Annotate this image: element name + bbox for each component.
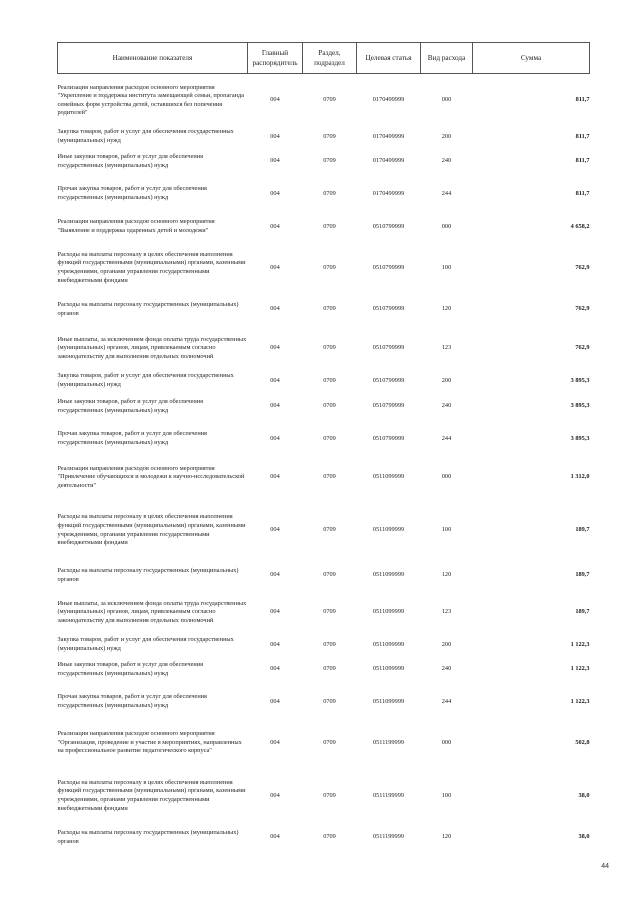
table-row — [58, 243, 590, 294]
row-expense-cell: 200 — [441, 640, 452, 648]
row-manager-cell: 004 — [270, 571, 280, 579]
row-target-cell: 0510799999 — [372, 263, 405, 271]
table-row — [58, 562, 590, 590]
row-amount-cell: 189,7 — [575, 526, 590, 534]
row-section-cell: 0709 — [323, 571, 336, 579]
table-row — [58, 767, 590, 826]
row-amount-cell: 811,7 — [575, 132, 590, 140]
row-expense-cell: 120 — [441, 305, 452, 313]
row-target-cell: 0511099999 — [372, 640, 405, 648]
row-amount-cell: 762,9 — [575, 344, 590, 352]
row-section-cell: 0709 — [323, 157, 336, 165]
row-manager-cell: 004 — [270, 402, 280, 410]
row-target-cell: 0511199999 — [372, 738, 405, 746]
row-amount-cell: 1 122,3 — [570, 640, 590, 648]
table-row — [58, 423, 590, 456]
row-section-cell: 0709 — [323, 791, 336, 799]
table-row — [58, 456, 590, 500]
row-expense-cell: 200 — [441, 132, 452, 140]
row-section-cell: 0709 — [323, 132, 336, 140]
row-name-cell: Расходы на выплаты персоналу в целях обеспечения выполнения функций государственными (муниципальными) органами, казенными учреждениями, органами управления государственными внебюджетными фондами — [57, 250, 246, 284]
table-row — [58, 590, 590, 636]
row-expense-cell: 244 — [441, 189, 452, 197]
row-section-cell: 0709 — [323, 608, 336, 616]
row-section-cell: 0709 — [323, 697, 336, 705]
row-amount-cell: 3 895,3 — [570, 376, 590, 384]
header-target: Целевая статья — [357, 43, 421, 74]
row-name-cell: Иные выплаты, за исключением фонда оплаты труда государственных (муниципальных) органов, лицам, привлекаемым согласно законодательству для выполнения отдельных полномочий — [57, 335, 247, 360]
row-manager-cell: 004 — [270, 833, 280, 841]
header-manager: Главный распорядитель — [248, 43, 303, 74]
row-expense-cell: 123 — [441, 344, 452, 352]
row-expense-cell: 000 — [441, 473, 452, 481]
row-expense-cell: 000 — [441, 96, 452, 104]
row-section-cell: 0709 — [323, 344, 336, 352]
row-section-cell: 0709 — [323, 222, 336, 230]
row-target-cell: 0510799999 — [372, 344, 405, 352]
row-section-cell: 0709 — [323, 189, 336, 197]
row-expense-cell: 000 — [441, 738, 452, 746]
page-number: 44 — [601, 863, 609, 870]
row-section-cell: 0709 — [323, 96, 336, 104]
table-row — [58, 326, 590, 372]
row-manager-cell: 004 — [270, 697, 280, 705]
row-manager-cell: 004 — [270, 263, 280, 271]
row-name-cell: Закупка товаров, работ и услуг для обеспечения государственных (муниципальных) нужд — [57, 372, 234, 388]
row-name-cell: Реализация направления расходов основного мероприятия "Выявление и поддержка одаренных детей и молодежи" — [57, 218, 215, 234]
row-amount-cell: 3 895,3 — [570, 402, 590, 410]
table-row — [58, 720, 590, 767]
row-amount-cell: 811,7 — [575, 157, 590, 165]
row-name-cell: Иные закупки товаров, работ и услуг для обеспечения государственных (муниципальных) нужд — [57, 152, 204, 169]
table-row — [58, 391, 590, 423]
header-expense: Вид расхода — [421, 43, 473, 74]
row-expense-cell: 100 — [441, 791, 452, 799]
row-amount-cell: 38,0 — [578, 833, 590, 841]
row-target-cell: 0170499999 — [372, 189, 405, 197]
row-name-cell: Закупка товаров, работ и услуг для обеспечения государственных (муниципальных) нужд — [57, 636, 234, 652]
row-expense-cell: 100 — [441, 263, 452, 271]
row-amount-cell: 502,8 — [575, 738, 590, 746]
row-section-cell: 0709 — [323, 738, 336, 746]
table-row — [58, 826, 590, 850]
row-target-cell: 0511099999 — [372, 526, 405, 534]
row-manager-cell: 004 — [270, 640, 280, 648]
row-expense-cell: 100 — [441, 526, 452, 534]
table-row — [58, 655, 590, 685]
row-manager-cell: 004 — [270, 189, 280, 197]
row-manager-cell: 004 — [270, 96, 280, 104]
row-amount-cell: 811,7 — [575, 96, 590, 104]
table-row — [58, 294, 590, 326]
row-section-cell: 0709 — [323, 833, 336, 841]
row-manager-cell: 004 — [270, 344, 280, 352]
row-section-cell: 0709 — [323, 434, 336, 442]
row-name-cell: Расходы на выплаты персоналу государственных (муниципальных) органов — [57, 828, 239, 845]
row-amount-cell: 189,7 — [575, 571, 590, 579]
table-row — [58, 372, 590, 391]
row-name-cell: Закупка товаров, работ и услуг для обеспечения государственных (муниципальных) нужд — [57, 128, 234, 144]
row-amount-cell: 811,7 — [575, 189, 590, 197]
row-target-cell: 0511199999 — [372, 791, 405, 799]
row-expense-cell: 244 — [441, 697, 452, 705]
row-name-cell: Реализация направления расходов основного мероприятия "Укрепление и поддержка института замещающей семьи, пропаганда семейных форм устройства детей, оставшихся без попечения родителей" — [57, 83, 244, 117]
row-name-cell: Реализация направления расходов основного мероприятия "Привлечение обучающихся и молодежи к научно-исследовательской деятельности" — [57, 464, 245, 489]
row-manager-cell: 004 — [270, 791, 280, 799]
row-expense-cell: 200 — [441, 376, 452, 384]
row-amount-cell: 3 895,3 — [570, 434, 590, 442]
row-amount-cell: 762,9 — [575, 305, 590, 313]
row-section-cell: 0709 — [323, 473, 336, 481]
table-row — [58, 500, 590, 562]
row-amount-cell: 1 312,0 — [570, 473, 590, 481]
table-row — [58, 685, 590, 720]
row-section-cell: 0709 — [323, 263, 336, 271]
row-expense-cell: 240 — [441, 157, 452, 165]
budget-table — [57, 42, 590, 850]
row-target-cell: 0510799999 — [372, 222, 405, 230]
table-row — [58, 128, 590, 147]
row-target-cell: 0511099999 — [372, 608, 405, 616]
row-expense-cell: 120 — [441, 571, 452, 579]
row-target-cell: 0511099999 — [372, 665, 405, 673]
row-manager-cell: 004 — [270, 222, 280, 230]
row-manager-cell: 004 — [270, 608, 280, 616]
row-amount-cell: 1 122,3 — [570, 697, 590, 705]
row-section-cell: 0709 — [323, 402, 336, 410]
row-name-cell: Реализация направления расходов основного мероприятия "Организация, проведение и участие в мероприятиях, направленных на профессиональное развитие педагогического корпуса" — [57, 730, 242, 755]
table-body — [58, 74, 590, 850]
row-name-cell: Расходы на выплаты персоналу в целях обеспечения выполнения функций государственными (муниципальными) органами, казенными учреждениями, органами управления государственными внебюджетными фондами — [57, 778, 246, 812]
row-manager-cell: 004 — [270, 526, 280, 534]
header-section: Раздел, подраздел — [303, 43, 357, 74]
row-manager-cell: 004 — [270, 665, 280, 673]
row-target-cell: 0170499999 — [372, 96, 405, 104]
row-expense-cell: 244 — [441, 434, 452, 442]
row-name-cell: Иные закупки товаров, работ и услуг для обеспечения государственных (муниципальных) нужд — [57, 660, 204, 677]
row-amount-cell: 189,7 — [575, 608, 590, 616]
row-target-cell: 0510799999 — [372, 434, 405, 442]
row-manager-cell: 004 — [270, 473, 280, 481]
row-name-cell: Расходы на выплаты персоналу государственных (муниципальных) органов — [57, 300, 239, 317]
table-row — [58, 177, 590, 212]
row-target-cell: 0170499999 — [372, 157, 405, 165]
row-amount-cell: 4 658,2 — [570, 222, 590, 230]
row-target-cell: 0511099999 — [372, 697, 405, 705]
row-expense-cell: 240 — [441, 665, 452, 673]
table-row — [58, 212, 590, 243]
row-target-cell: 0510799999 — [372, 305, 405, 313]
row-expense-cell: 240 — [441, 402, 452, 410]
row-manager-cell: 004 — [270, 738, 280, 746]
row-expense-cell: 123 — [441, 608, 452, 616]
row-expense-cell: 120 — [441, 833, 452, 841]
row-target-cell: 0510799999 — [372, 376, 405, 384]
row-target-cell: 0511099999 — [372, 473, 405, 481]
row-amount-cell: 1 122,3 — [570, 665, 590, 673]
row-section-cell: 0709 — [323, 526, 336, 534]
row-name-cell: Прочая закупка товаров, работ и услуг для обеспечения государственных (муниципальных) нужд — [57, 693, 207, 709]
header-name: Наименование показателя — [58, 43, 248, 74]
row-name-cell: Расходы на выплаты персоналу в целях обеспечения выполнения функций государственными (муниципальными) органами, казенными учреждениями, органами управления государственными внебюджетными фондами — [57, 513, 246, 547]
row-manager-cell: 004 — [270, 157, 280, 165]
row-target-cell: 0170499999 — [372, 132, 405, 140]
row-section-cell: 0709 — [323, 640, 336, 648]
row-target-cell: 0511099999 — [372, 571, 405, 579]
row-section-cell: 0709 — [323, 305, 336, 313]
table-row — [58, 74, 590, 128]
row-name-cell: Прочая закупка товаров, работ и услуг для обеспечения государственных (муниципальных) нужд — [57, 430, 207, 446]
row-target-cell: 0511199999 — [372, 833, 405, 841]
row-name-cell: Иные выплаты, за исключением фонда оплаты труда государственных (муниципальных) органов, лицам, привлекаемым согласно законодательству для выполнения отдельных полномочий — [57, 599, 247, 624]
table-header — [58, 43, 590, 74]
row-expense-cell: 000 — [441, 222, 452, 230]
row-manager-cell: 004 — [270, 132, 280, 140]
row-manager-cell: 004 — [270, 305, 280, 313]
row-amount-cell: 762,9 — [575, 263, 590, 271]
row-name-cell: Иные закупки товаров, работ и услуг для обеспечения государственных (муниципальных) нужд — [57, 397, 204, 414]
row-amount-cell: 38,0 — [578, 791, 590, 799]
row-manager-cell: 004 — [270, 434, 280, 442]
row-name-cell: Прочая закупка товаров, работ и услуг для обеспечения государственных (муниципальных) нужд — [57, 185, 207, 201]
row-target-cell: 0510799999 — [372, 402, 405, 410]
row-name-cell: Расходы на выплаты персоналу государственных (муниципальных) органов — [57, 566, 239, 583]
row-section-cell: 0709 — [323, 665, 336, 673]
header-amount: Сумма — [473, 43, 590, 74]
row-manager-cell: 004 — [270, 376, 280, 384]
row-section-cell: 0709 — [323, 376, 336, 384]
table-row — [58, 147, 590, 177]
table-row — [58, 636, 590, 655]
